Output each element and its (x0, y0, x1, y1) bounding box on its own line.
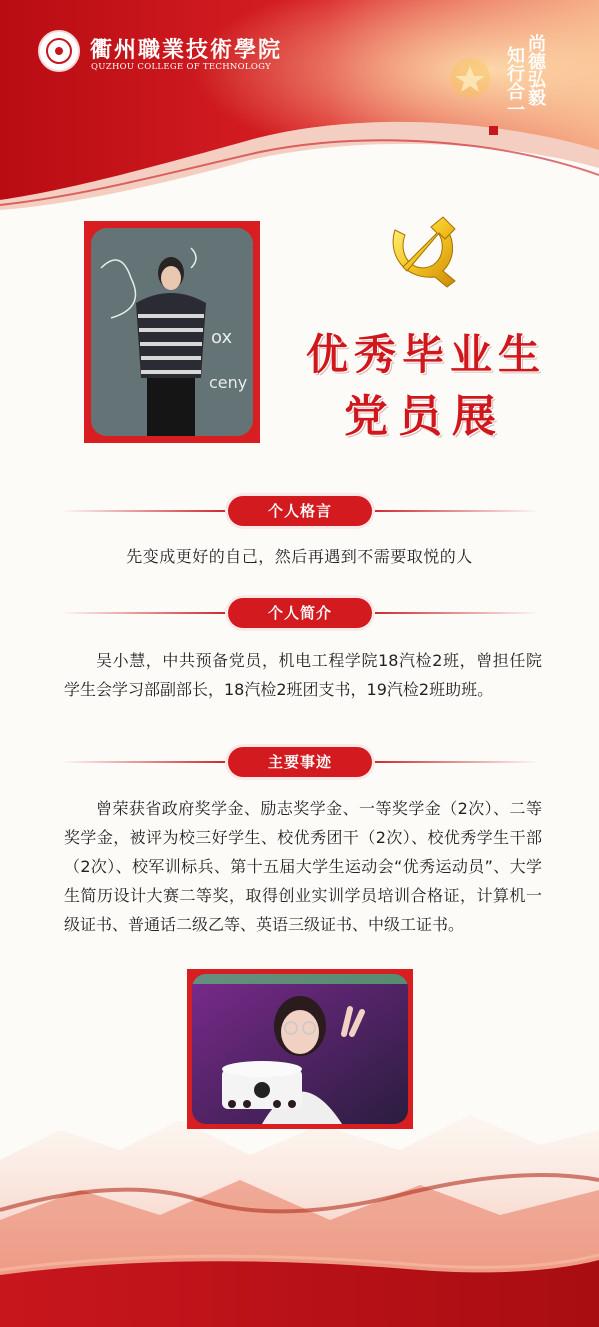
section-header-intro (0, 596, 599, 630)
svg-text:ceny: ceny (209, 373, 248, 392)
section-label-deeds: 主要事迹 (228, 747, 372, 777)
school-motto-line-2: 知行合一 (504, 46, 525, 118)
section-label-intro: 个人简介 (228, 598, 372, 628)
personal-motto-text: 先变成更好的自己，然后再遇到不需要取悦的人 (126, 547, 473, 566)
birthday-photo (187, 969, 413, 1129)
personal-intro-text: 吴小慧，中共预备党员，机电工程学院18汽检2班，曾担任院学生会学习部副部长，18汽检2班团支书，19汽检2班助班。 (64, 651, 542, 699)
party-emblem-icon (375, 195, 475, 295)
title-line-1: 优秀毕业生 (306, 330, 547, 379)
school-name-cn: 衢州職業技術學院 (90, 37, 283, 63)
title-line-2: 党员展 (344, 391, 506, 442)
seal-stamp (489, 126, 498, 135)
college-logo-icon (38, 30, 80, 72)
school-motto-line-1: 尚德弘毅 (525, 34, 546, 106)
school-name-en: QUZHOU COLLEGE OF TECHNOLOGY (91, 62, 271, 72)
section-header-deeds (0, 745, 599, 779)
main-deeds-text: 曾荣获省政府奖学金、励志奖学金、一等奖学金（2次）、二等奖学金，被评为校三好学生、校优秀团干（2次）、校优秀学生干部（2次）、校军训标兵、第十五届大学生运动会“优秀运动员”、大学生简历设计大赛二等奖，取得创业实训学员培训合格证，计算机一级证书、普通话二级乙等、英语三级证书、中级工证书。 (64, 799, 542, 934)
section-header-motto (0, 494, 599, 528)
svg-text:ox: ox (211, 327, 233, 348)
section-label-motto: 个人格言 (228, 496, 372, 526)
portrait-photo (84, 221, 260, 443)
